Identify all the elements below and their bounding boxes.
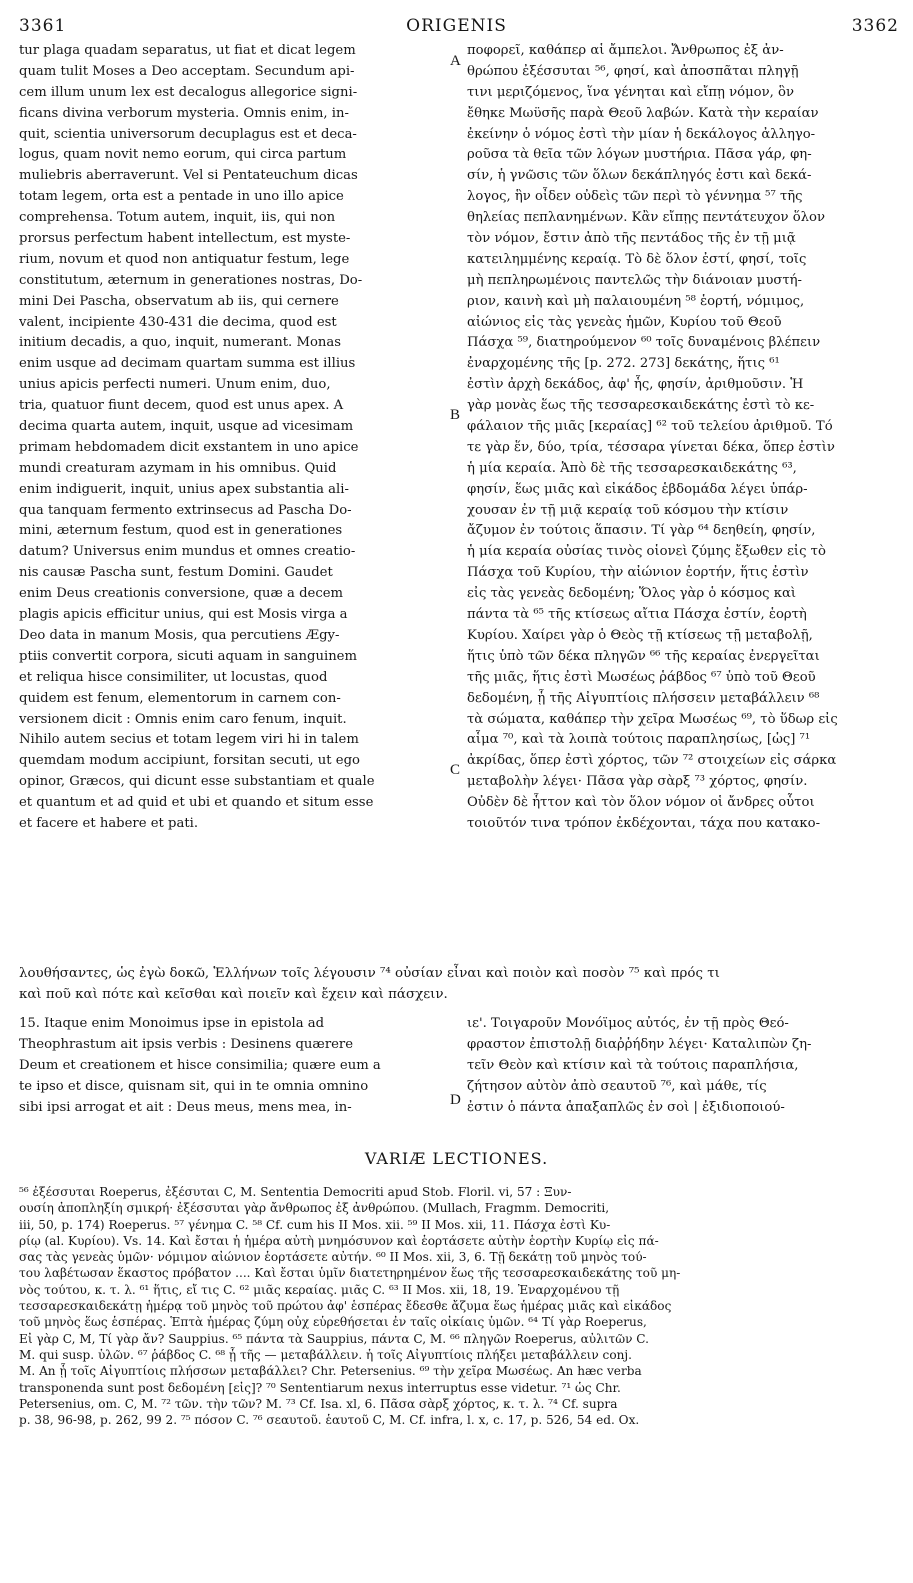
latin-text-line: muliebris aberraverunt. Vel si Pentateuchum dicas xyxy=(19,168,358,184)
greek-text-line: τεῖν Θεὸν καὶ κτίσιν καὶ τὰ τούτοις παραπλήσια, xyxy=(467,1057,799,1073)
latin-text-line: datum? Universus enim mundus et omnes creatio- xyxy=(19,544,356,560)
latin-text-line: opinor, Græcos, qui dicunt esse substantiam et quale xyxy=(19,774,375,790)
margin-marker-d: D xyxy=(450,1092,461,1108)
latin-text-line: quit, scientia universorum decuplagus est et deca- xyxy=(19,126,357,142)
greek-text-line: τε γὰρ ἕν, δύο, τρία, τέσσαρα γίνεται δέκα, ὅπερ ἐστὶν xyxy=(467,439,835,455)
margin-marker-b: B xyxy=(450,407,461,423)
note-line: σας τὰς γενεὰς ὑμῶν· νόμιμον αἰώνιον ἑορτάσετε αὐτήν. ⁶⁰ II Mos. xii, 3, 6. Τῇ δεκάτῃ τοῦ μηνὸς τού- xyxy=(19,1250,647,1265)
greek-text-line: αἰώνιος εἰς τὰς γενεὰς ἡμῶν, Κυρίου τοῦ Θεοῦ xyxy=(467,314,782,330)
note-line: M. An ᾗ τοῖς Αἰγυπτίοις πλήσσων μεταβάλλει? Chr. Petersenius. ⁶⁹ τὴν χεῖρα Μωσέως. An hæc verba xyxy=(19,1364,642,1379)
greek-text-line: ροῦσα τὰ θεῖα τῶν λόγων μυστήρια. Πᾶσα γάρ, φη- xyxy=(467,147,812,163)
greek-text-line: θρώπου ἐξέσσυται ⁵⁶, φησί, καὶ ἀποσπᾶται πληγῇ xyxy=(467,63,799,79)
greek-text-line: φραστον ἐπιστολῇ διαῤῥήδην λέγει· Καταλιπὼν ζη- xyxy=(467,1036,812,1052)
greek-column xyxy=(467,41,899,835)
latin-text-line: enim Deus creationis conversione, quæ a decem xyxy=(19,586,344,602)
greek-text-line: σίν, ἡ γνῶσις τῶν ὅλων δεκάπληγός ἐστι καὶ δεκά- xyxy=(467,168,812,184)
note-line: p. 38, 96-98, p. 262, 99 2. ⁷⁵ πόσον C. ⁷⁶ σεαυτοῦ. ἑαυτοῦ C, M. Cf. infra, l. x, c. 17, p. 526, 54 ed. Ox. xyxy=(19,1413,640,1428)
note-line: τοῦ μηνὸς ἕως ἑσπέρας. Ἑπτὰ ἡμέρας ζύμη οὐχ εὑρεθήσεται ἐν ταῖς οἰκίαις ὑμῶν. ⁶⁴ Τί γὰρ Roeperus, xyxy=(19,1315,647,1330)
margin-marker-c: C xyxy=(450,762,461,778)
latin-text-line: ficans divina verborum mysteria. Omnis enim, in- xyxy=(19,105,349,121)
greek-text-line: μεταβολὴν λέγει· Πᾶσα γὰρ σὰρξ ⁷³ χόρτος, φησίν. xyxy=(467,774,808,790)
note-line: Εἰ γὰρ C, M, Τί γὰρ ἄν? Sauppius. ⁶⁵ πάντα τὰ Sauppius, πάντα C, M. ⁶⁶ πληγῶν Roeperus, αὐλιτῶν C. xyxy=(19,1331,649,1346)
note-line: Petersenius, om. C, M. ⁷² τῶν. τὴν τῶν? M. ⁷³ Cf. Isa. xl, 6. Πᾶσα σὰρξ χόρτος, κ. τ. λ. ⁷⁴ Cf. supra xyxy=(19,1396,618,1411)
greek-text-line: τὸν νόμον, ἔστιν ἀπὸ τῆς πεντάδος τῆς ἐν τῇ μιᾷ xyxy=(467,231,796,247)
greek-text-line: λογος, ἣν οἶδεν οὐδεὶς τῶν περὶ τὸ γέννημα ⁵⁷ τῆς xyxy=(467,189,803,205)
latin-text-line: enim indiguerit, inquit, unius apex substantia ali- xyxy=(19,481,349,497)
page-number-left: 3361 xyxy=(19,16,67,36)
latin-text-line: cem illum unum lex est decalogus allegorice signi- xyxy=(19,84,358,100)
latin-text-line: Deum et creationem et hisce consimilia; quære eum a xyxy=(19,1057,381,1073)
latin-text-line: tria, quatuor fiunt decem, quod est unus apex. A xyxy=(19,398,344,414)
latin-text-line: decima quarta autem, inquit, usque ad vicesimam xyxy=(19,419,354,435)
greek-text-line: τὰ σώματα, καθάπερ τὴν χεῖρα Μωσέως ⁶⁹, τὸ ὕδωρ εἰς xyxy=(467,711,838,727)
greek-text-line: ἔθηκε Μωϋσῆς παρὰ Θεοῦ λαβών. Κατὰ τὴν κεραίαν xyxy=(467,105,819,121)
latin-column xyxy=(19,41,445,835)
latin-text-line: quidem est fenum, elementorum in carnem con- xyxy=(19,690,341,706)
latin-text-line: logus, quam novit nemo eorum, qui circa partum xyxy=(19,147,347,163)
note-line: ρίῳ (al. Κυρίου). Vs. 14. Καὶ ἔσται ἡ ἡμέρα αὐτὴ μνημόσυνον καὶ ἑορτάσετε αὐτὴν ἑορτὴν Κυρίῳ εἰς πά- xyxy=(19,1233,659,1248)
latin-text-line: initium decadis, a quo, inquit, numerant. Monas xyxy=(19,335,342,351)
greek-text-line: εἰς τὰς γενεὰς δεδομένη; Ὅλος γὰρ ὁ κόσμος καὶ xyxy=(467,586,797,602)
latin-text-line: totam legem, orta est a pentade in uno illo apice xyxy=(19,189,344,205)
latin-text-line: comprehensa. Totum autem, inquit, iis, qui non xyxy=(19,210,336,226)
latin-text-line: mini Dei Pascha, observatum ab iis, qui cernere xyxy=(19,293,339,309)
note-line: ⁵⁶ ἐξέσσυται Roeperus, ἐξέσυται C, M. Sententia Democriti apud Stob. Floril. vi, 57 : Ξυν- xyxy=(19,1185,572,1199)
latin-text-line: nis causæ Pascha sunt, festum Domini. Gaudet xyxy=(19,565,333,581)
latin-text-line: primam hebdomadem dicit exstantem in uno apice xyxy=(19,439,359,455)
latin-text-line: valent, incipiente 430-431 die decima, quod est xyxy=(19,314,337,330)
latin-text-line: Deo data in manum Mosis, qua percutiens Ægy- xyxy=(19,627,340,643)
latin-text-line: rium, novum et quod non antiquatur festum, lege xyxy=(19,251,350,267)
note-line: M. qui susp. ὑλῶν. ⁶⁷ ῥάβδος C. ⁶⁸ ᾗ τῆς — μεταβάλλειν. ἡ τοῖς Αἰγυπτίοις πλήξει μεταβάλλειν conj. xyxy=(19,1347,632,1362)
greek-text-line: ἐστὶν ἀρχὴ δεκάδος, ἀφ' ἧς, φησίν, ἀριθμοῦσιν. Ἡ xyxy=(467,377,804,393)
greek-text-line: χουσαν ἐν τῇ μιᾷ κεραίᾳ τοῦ κόσμου τὴν κτίσιν xyxy=(467,502,789,518)
margin-marker-a: A xyxy=(450,53,461,69)
latin-text-line: mini, æternum festum, quod est in generationes xyxy=(19,523,343,539)
greek-text-line: αἷμα ⁷⁰, καὶ τὰ λοιπὰ τούτοις παραπλησίως, [ὡς] ⁷¹ xyxy=(467,732,811,748)
greek-text-line: ἄζυμον ἐν τούτοις ἅπασιν. Τί γὰρ ⁶⁴ δεηθείη, φησίν, xyxy=(467,523,816,539)
greek-text-line: Πάσχα τοῦ Κυρίου, τὴν αἰώνιον ἑορτήν, ἥτις ἐστὶν xyxy=(467,565,809,581)
greek-text-line: τῆς μιᾶς, ἥτις ἐστὶ Μωσέως ῥάβδος ⁶⁷ ὑπὸ τοῦ Θεοῦ xyxy=(467,669,816,685)
note-line: iii, 50, p. 174) Roeperus. ⁵⁷ γένημα C. ⁵⁸ Cf. cum his II Mos. xii. ⁵⁹ II Mos. xii, 11. Πάσχα ἐστὶ Κυ- xyxy=(19,1217,611,1232)
greek-text-line: θηλείας πεπλανημένων. Κἂν εἴπῃς πεντάτευχον ὅλον xyxy=(467,210,825,226)
greek-text-line: Πάσχα ⁵⁹, διατηρούμενον ⁶⁰ τοῖς δυναμένοις βλέπειν xyxy=(467,335,821,351)
note-line: νὸς τούτου, κ. τ. λ. ⁶¹ ἥτις, εἴ τις C. ⁶² μιᾶς κεραίας. μιᾶς C. ⁶³ II Mos. xii, 18, 19. Ἐναρχομένου τῇ xyxy=(19,1282,620,1297)
greek-section-15 xyxy=(467,1014,899,1118)
full-width-line-1: λουθήσαντες, ὡς ἐγὼ δοκῶ, Ἑλλήνων τοῖς λέγουσιν ⁷⁴ οὐσίαν εἶναι καὶ ποιὸν καὶ ποσὸν ⁷⁵ καὶ πρός τι xyxy=(19,966,720,981)
latin-text-line: sibi ipsi arrogat et ait : Deus meus, mens mea, in- xyxy=(19,1099,352,1115)
variae-lectiones-title: VARIÆ LECTIONES. xyxy=(364,1149,549,1168)
note-line: του λαβέτωσαν ἕκαστος πρόβατον .... Καὶ ἔσται ὑμῖν διατετηρημένον ἕως τῆς τεσσαρεσκαιδεκάτης τοῦ μη- xyxy=(19,1266,681,1281)
page-number-right: 3362 xyxy=(851,16,899,36)
greek-text-line: ἡ μία κεραία οὐσίας τινὸς οἱονεὶ ζύμης ἔξωθεν εἰς τὸ xyxy=(467,544,826,560)
greek-text-line: τοιοῦτόν τινα τρόπον ἐκδέχονται, τάχα που κατακο- xyxy=(467,815,821,831)
greek-text-line: τινι μεριζόμενος, ἵνα γένηται καὶ εἴπῃ νόμον, ὃν xyxy=(467,84,794,100)
latin-text-line: versionem dicit : Omnis enim caro fenum, inquit. xyxy=(19,711,347,727)
latin-text-line: et quantum et ad quid et ubi et quando et situm esse xyxy=(19,795,374,811)
latin-text-line: qua tanquam fermento extrinsecus ad Pascha Do- xyxy=(19,502,352,518)
greek-text-line: ἥτις ὑπὸ τῶν δέκα πληγῶν ⁶⁶ τῆς κεραίας ἐνεργεῖται xyxy=(467,648,820,664)
latin-text-line: tur plaga quadam separatus, ut fiat et dicat legem xyxy=(19,43,356,58)
running-title: ORIGENIS xyxy=(406,16,507,36)
greek-text-line: Οὐδὲν δὲ ἧττον καὶ τὸν ὅλον νόμον οἱ ἄνδρες οὗτοι xyxy=(467,795,815,811)
greek-text-line: ἐστιν ὁ πάντα ἁπαξαπλῶς ἐν σοὶ | ἐξιδιοποιού- xyxy=(467,1099,785,1115)
greek-text-line: φάλαιον τῆς μιᾶς [κεραίας] ⁶² τοῦ τελείου ἀριθμοῦ. Τό xyxy=(467,419,833,435)
latin-text-line: et facere et habere et pati. xyxy=(19,815,199,831)
greek-text-line: φησίν, ἕως μιᾶς καὶ εἰκάδος ἑβδομάδα λέγει ὑπάρ- xyxy=(467,481,808,497)
latin-text-line: Nihilo autem secius et totam legem viri hi in talem xyxy=(19,732,359,748)
greek-text-line: ζήτησον αὐτὸν ἀπὸ σεαυτοῦ ⁷⁶, καὶ μάθε, τίς xyxy=(467,1078,767,1094)
greek-text-line: πάντα τὰ ⁶⁵ τῆς κτίσεως αἴτια Πάσχα ἐστίν, ἑορτὴ xyxy=(467,607,807,623)
latin-text-line: prorsus perfectum habent intellectum, est myste- xyxy=(19,231,351,247)
greek-text-line: γὰρ μονὰς ἕως τῆς τεσσαρεσκαιδεκάτης ἐστὶ τὸ κε- xyxy=(467,398,815,414)
note-line: τεσσαρεσκαιδεκάτῃ ἡμέρᾳ τοῦ μηνὸς τοῦ πρώτου ἀφ' ἑσπέρας ἔδεσθε ἄζυμα ἕως ἡμέρας μιᾶς καὶ εἰκάδος xyxy=(19,1299,672,1314)
latin-text-line: et reliqua hisce consimiliter, ut locustas, quod xyxy=(19,669,328,685)
greek-text-line: ποφορεῖ, καθάπερ αἱ ἄμπελοι. Ἄνθρωπος ἐξ ἀν- xyxy=(467,43,784,58)
latin-text-line: Theophrastum ait ipsis verbis : Desinens quærere xyxy=(19,1036,354,1052)
greek-text-line: ἐναρχομένης τῆς [p. 272. 273] δεκάτης, ἥτις ⁶¹ xyxy=(467,356,780,372)
latin-text-line: enim usque ad decimam quartam summa est illius xyxy=(19,356,356,372)
latin-text-line: quam tulit Moses a Deo acceptam. Secundum api- xyxy=(19,63,355,79)
latin-text-line: mundi creaturam azymam in his omnibus. Quid xyxy=(19,460,337,476)
note-line: transponenda sunt post δεδομένη [εἰς]? ⁷⁰ Sententiarum nexus interruptus esse videtur. ⁷¹ ὡς Chr. xyxy=(19,1380,621,1395)
greek-text-line: κατειλημμένης κεραίᾳ. Τὸ δὲ ὅλον ἐστί, φησί, τοῖς xyxy=(467,251,807,267)
latin-text-line: unius apicis perfecti numeri. Unum enim, duo, xyxy=(19,377,331,393)
greek-text-line: ιε'. Τοιγαροῦν Μονόϊμος αὐτός, ἐν τῇ πρὸς Θεό- xyxy=(467,1016,789,1031)
greek-text-line: Κυρίου. Χαίρει γὰρ ὁ Θεὸς τῇ κτίσεως τῇ μεταβολῇ, xyxy=(467,627,813,643)
greek-text-line: ἡ μία κεραία. Ἀπὸ δὲ τῆς τεσσαρεσκαιδεκάτης ⁶³, xyxy=(467,460,797,476)
greek-text-line: δεδομένη, ᾗ τῆς Αἰγυπτίοις πλήσσειν μεταβάλλειν ⁶⁸ xyxy=(467,690,820,706)
latin-section-15 xyxy=(19,1014,445,1118)
greek-text-line: μὴ πεπληρωμένοις παντελῶς τὴν διάνοιαν μυστή- xyxy=(467,272,803,288)
greek-text-line: ἐκείνην ὁ νόμος ἐστὶ τὴν μίαν ἡ δεκάλογος ἀλληγο- xyxy=(467,126,816,142)
latin-text-line: constitutum, æternum in generationes nostras, Do- xyxy=(19,272,363,288)
latin-text-line: 15. Itaque enim Monoimus ipse in epistola ad xyxy=(19,1016,325,1031)
greek-text-line: ἀκρίδας, ὅπερ ἐστὶ χόρτος, τῶν ⁷² στοιχείων εἰς σάρκα xyxy=(467,753,837,769)
latin-text-line: te ipso et disce, quisnam sit, qui in te omnia omnino xyxy=(19,1078,369,1094)
latin-text-line: plagis apicis efficitur unius, qui est Mosis virga a xyxy=(19,607,348,623)
variant-readings-notes xyxy=(19,1184,903,1428)
note-line: ουσίη ἀποπληξίη σμικρή· ἐξέσσυται γὰρ ἄνθρωπος ἐξ ἀνθρώπου. (Mullach, Fragmm. Democriti, xyxy=(19,1201,610,1216)
greek-text-line: ριον, καινὴ καὶ μὴ παλαιουμένη ⁵⁸ ἑορτή, νόμιμος, xyxy=(467,293,805,309)
full-width-line-2: καὶ ποῦ καὶ πότε καὶ κεῖσθαι καὶ ποιεῖν καὶ ἔχειν καὶ πάσχειν. xyxy=(19,987,448,1002)
latin-text-line: ptiis convertit corpora, sicuti aquam in sanguinem xyxy=(19,648,357,664)
latin-text-line: quemdam modum accipiunt, forsitan secuti, ut ego xyxy=(19,753,360,769)
